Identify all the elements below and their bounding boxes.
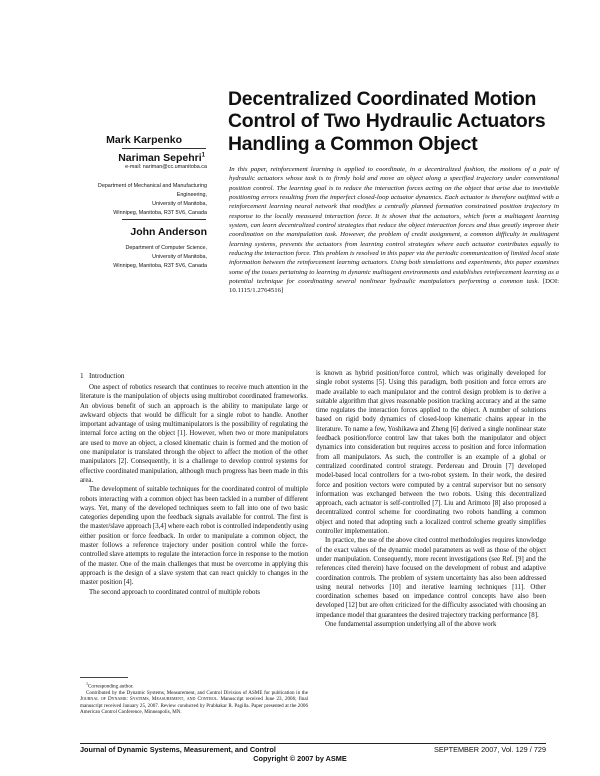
author-divider	[122, 219, 206, 220]
footnote	[80, 681, 308, 715]
section-heading	[80, 372, 125, 380]
author-1-name: Mark Karpenko	[106, 134, 182, 146]
footnote-corresponding: $^1$Corresponding author.	[86, 681, 134, 690]
abstract-text: In this paper, reinforcement learning is applied to coordinate, in a decentralized fashion, the motions of a pair of hydraulic actuators whose task is to firmly hold and move an object along a specified trajectory under conventional position control. The learning goal is to reduce the interaction forces acting on the object that arise due to inevitable positioning errors resulting from the imperfect closed-loop actuator dynamics. Each actuator is therefore outfitted with a reinforcement learning neural network that modifies a centrally planned formation constrained position trajectory in response to the locally measured interaction force. It is shown that the actuators, which form a multiagent learning system, can learn decentralized control strategies that reduce the object interaction forces and thus greatly improve their coordination on the manipulation task. However, the problem of credit assignment, a common difficulty in multiagent learning systems, prevents the actuators from learning control strategies where each actuator contributes equally to reducing the interaction force. This problem is resolved in this paper via the periodic communication of limited local state information between the reinforcement learning actuators. Using both simulations and experiments, this paper examines some of the issues pertaining to learning in dynamic multiagent environments and establishes reinforcement learning as a potential technique for coordinating several nonlinear hydraulic manipulators performing a common task.	[229, 166, 559, 286]
footnote-contributed	[80, 690, 308, 715]
paragraph: is known as hybrid position/force control, which was originally developed for single robot systems [5]. Using this paradigm, both position and force errors are made available to each manipulator and the control design problem is to derive a suitable algorithm that gives reasonable position tracking accuracy and at the same time regulates the interaction forces applied to the object. A number of solutions based on rigid body dynamics of closed-loop kinematic chains appear in the literature. To name a few, Yoshikawa and Zheng [6] derived a single nonlinear state feedback position/force control law that takes both the manipulator and object dynamics into consideration but requires access to position and force information from all manipulators. As such, the controller is an example of a global or centralized coordinated control strategy. Perdereau and Drouin [7] developed model-based local controllers for a two-robot system. In their work, the desired force and position vectors were computed by a central supervisor but no sensory information was exchanged between the two robots. Using this decentralized approach, each actuator is self-controlled [7]. Liu and Arimoto [8] also proposed a decentralized control scheme for coordinating two robots handling a common object and noted that adopting such a localized control scheme greatly simplifies controller implementation.	[316, 370, 546, 536]
section-number: 1	[80, 372, 84, 380]
abstract	[229, 165, 559, 296]
footer-journal: Journal of Dynamic Systems, Measurement, and Control	[80, 745, 276, 754]
paper-title: Decentralized Coordinated Motion Control of Two Hydraulic Actuators Handling a Common Object	[228, 88, 546, 155]
author-divider	[122, 148, 206, 149]
footnote-rule	[80, 677, 128, 678]
author-name-anderson	[130, 226, 207, 238]
author-3-name: John Anderson	[130, 226, 207, 238]
affiliation-line: Engineering,	[176, 192, 207, 199]
affiliation-mech-eng	[32, 182, 207, 218]
paragraph: The development of suitable techniques for the coordinated control of multiple robots interacting with a common object has been tackled in a number of different ways. Yet, many of the developed techniques seem to fall into one of two basic categories depending upon the feedback signals available for control. The first is the master/slave approach [3,4] where each robot is controlled independently using either position or force feedback. In order to manipulate a common object, the master follows a reference trajectory under position control while the force-controlled slave attempts to regulate the interaction force in response to the motion of the master. One of the main challenges that must be overcome in applying this approach is the design of a slave system that can react quickly to changes in the master position [4].	[80, 486, 308, 587]
journal-name-sc: Journal of Dynamic Systems, Measurement, and Control	[80, 696, 218, 703]
right-column	[316, 369, 546, 629]
paragraph: In practice, the use of the above cited control methodologies requires knowledge of the exact values of the dynamic model parameters as well as those of the object under manipulation. Consequently, more recent investigations (see Ref. [9] and the references cited therein) have focused on the development of robust and adaptive coordination controls. The problem of system uncertainty has also been addressed using neural networks [10] and iterative learning techniques [11]. Other coordination schemes based on impedance control concepts have also been developed [12] but are often criticized for the difficulty associated with choosing an impedance model that guarantees the desired trajectory tracking performance [8].	[316, 537, 546, 619]
section-title: Introduction	[88, 372, 125, 380]
author-email	[32, 163, 207, 172]
affiliation-line: Department of Mechanical and Manufacturing	[97, 183, 207, 189]
paragraph: The second approach to coordinated control of multiple robots	[89, 588, 261, 596]
footer-rule	[80, 743, 546, 744]
author-name-karpenko	[106, 134, 182, 146]
contributed-text-a: Contributed by the Dynamic Systems, Measurement, and Control Division of ASME for publication in the	[86, 689, 308, 696]
paragraph: One aspect of robotics research that continues to receive much attention in the literature is the manipulation of objects using multirobot coordinated frameworks. An obvious benefit of such an approach is the ability to manipulate large or awkward objects that would be difficult for a single robot to handle. Another important advantage of using multimanipulators is the possibility of regulating the internal force acting on the object [1]. However, when two or more manipulators are used to move an object, a closed kinematic chain is formed and the motion of one manipulator is translated through the object to affect the motion of the other manipulators [2]. Consequently, it is a challenge to develop control systems for effective coordinated manipulation, although much progress has been made in this area.	[80, 384, 308, 484]
footer-copyright: Copyright © 2007 by ASME	[253, 754, 347, 763]
paragraph: One fundamental assumption underlying all of the above work	[325, 621, 497, 629]
affiliation-comp-sci	[32, 244, 207, 271]
affiliation-line: University of Manitoba,	[152, 254, 207, 261]
doi-text: [DOI: 10.1115/1.2764516]	[229, 278, 559, 295]
footer-issue: SEPTEMBER 2007, Vol. 129 / 729	[434, 745, 546, 754]
corresponding-text: Corresponding author.	[88, 683, 134, 690]
author-2-name: Nariman Sepehri	[118, 152, 202, 164]
affiliation-line: Winnipeg, Manitoba, R3T 5V6, Canada	[113, 210, 207, 217]
affiliation-line: University of Manitoba,	[152, 201, 207, 208]
affiliation-line: Department of Computer Science,	[125, 245, 207, 251]
left-column	[80, 383, 308, 597]
email-text: e-mail: nariman@cc.umanitoba.ca	[125, 164, 207, 170]
affiliation-line: Winnipeg, Manitoba, R3T 5V6, Canada	[113, 263, 207, 270]
author-2-sup: 1	[201, 152, 205, 159]
contributed-text-b: . Manuscript received June 23, 2006; final manuscript received January 25, 2007. Review conducted by Prabhakar R. Pagilla. Paper presented at the 2006 American Control Conference, Minneapolis, MN.	[80, 696, 308, 715]
